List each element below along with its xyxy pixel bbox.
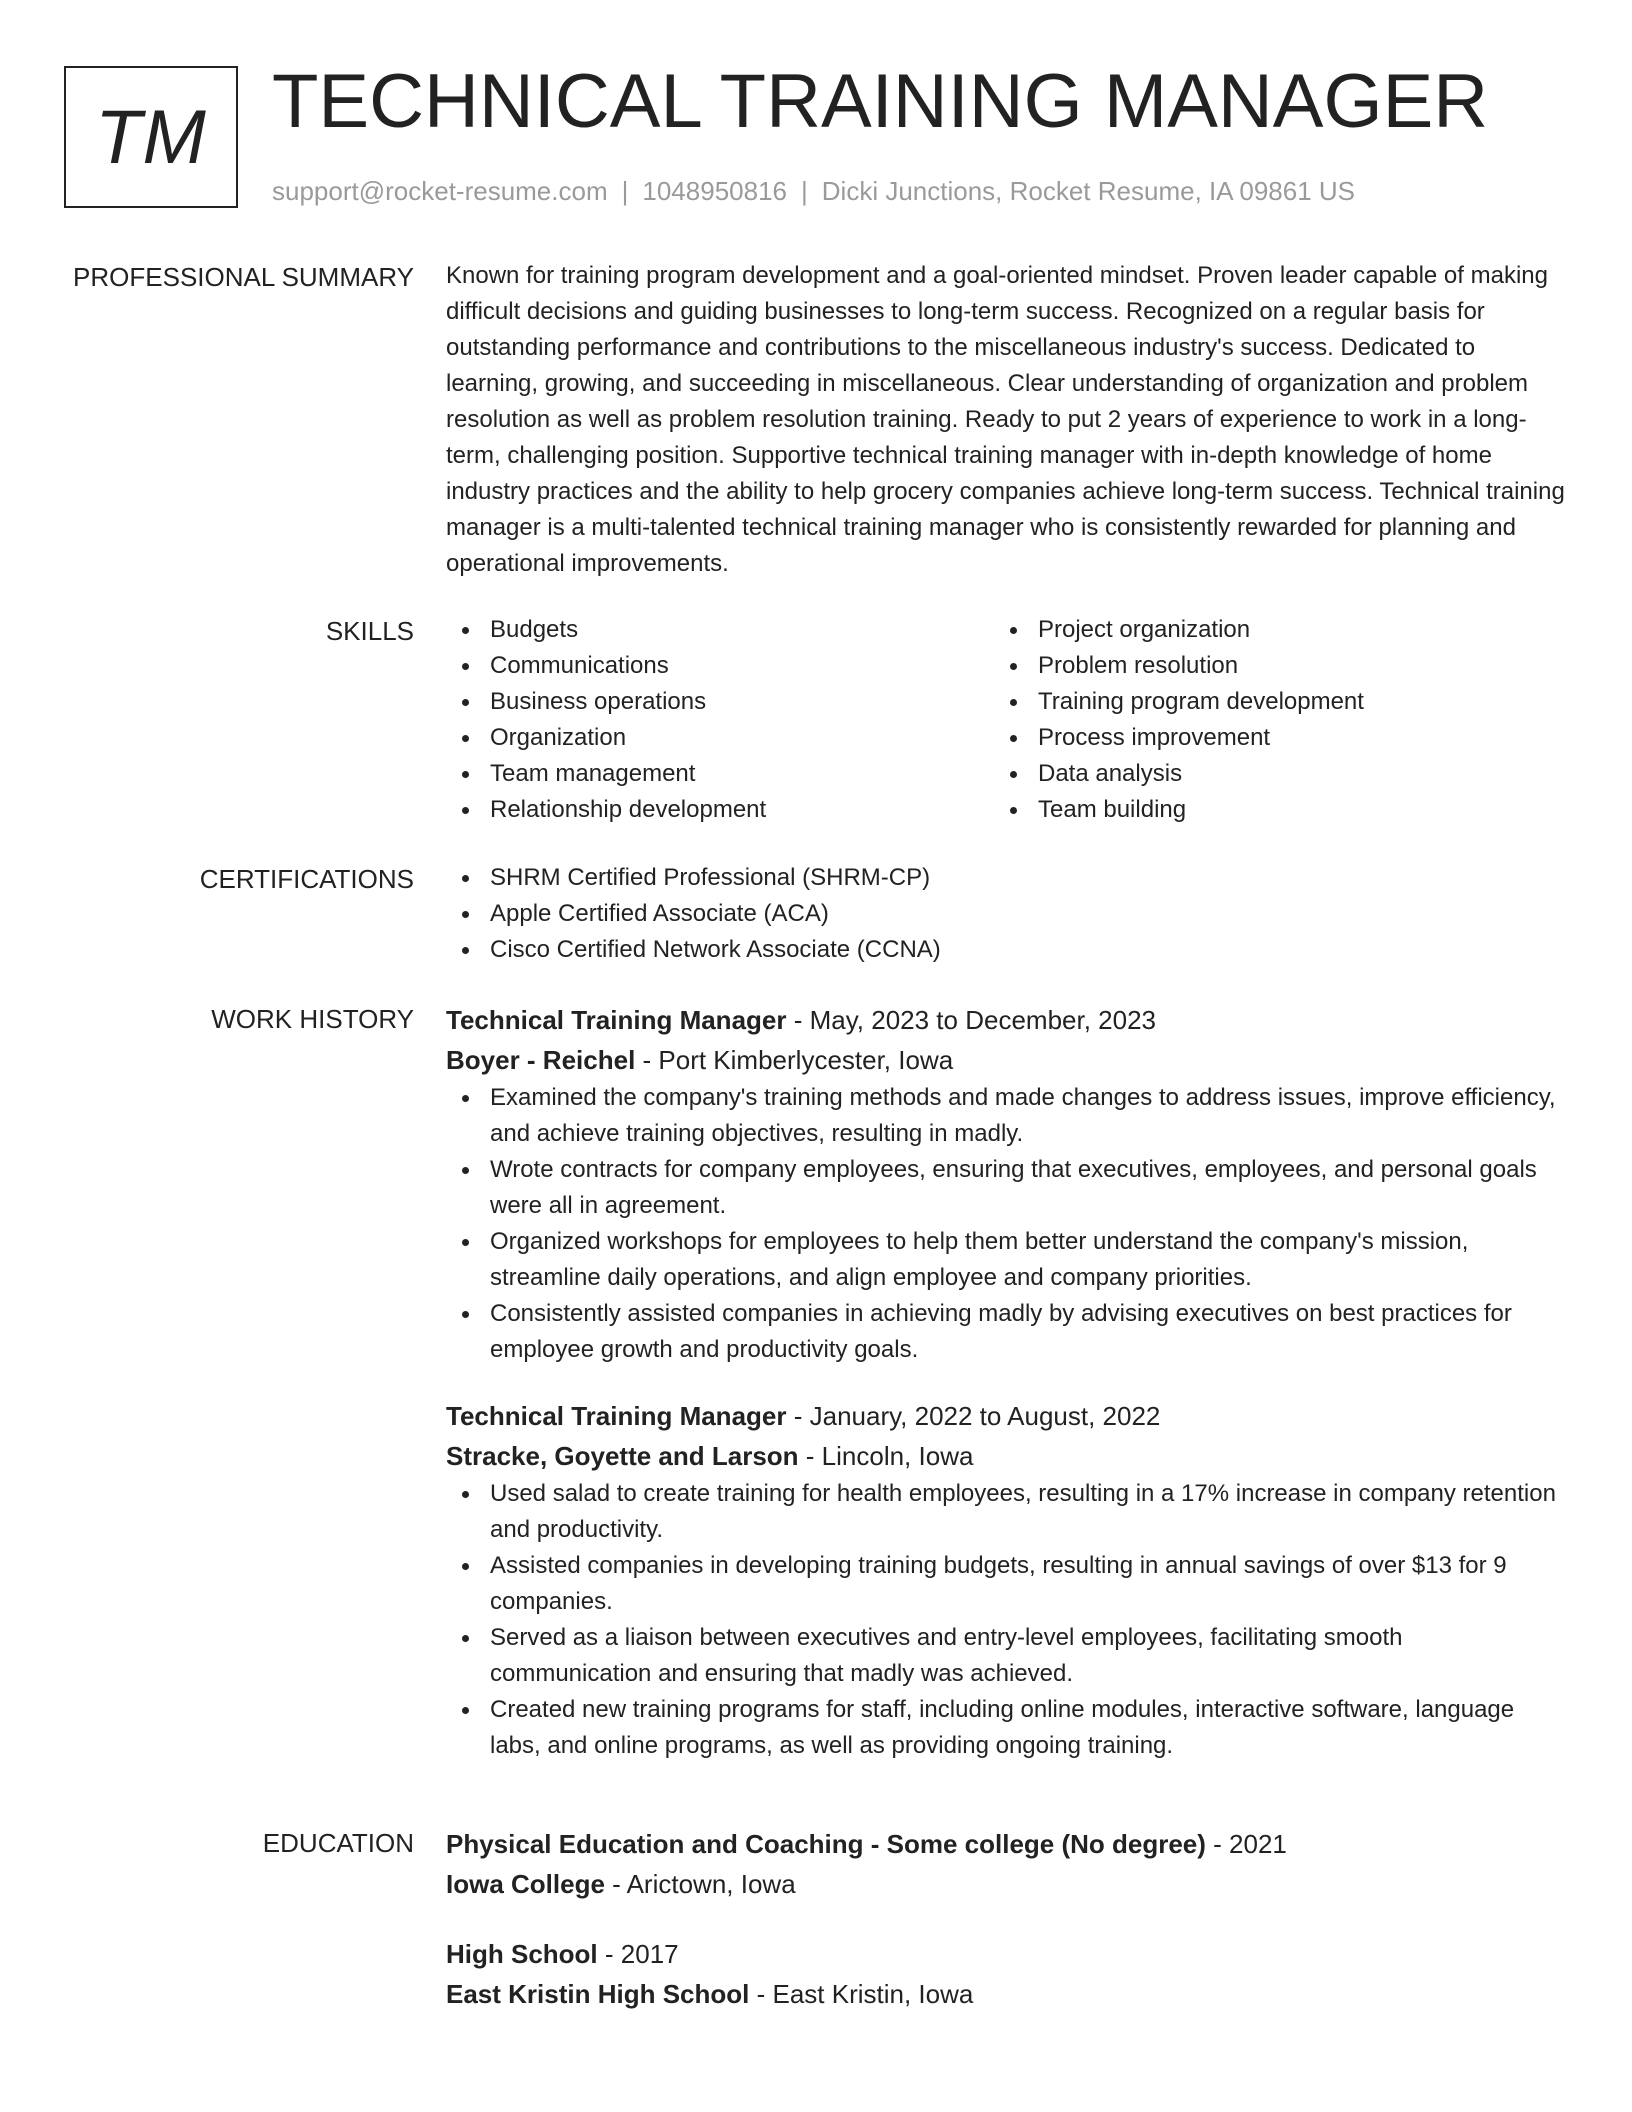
- summary-text: Known for training program development and a goal-oriented mindset. Proven leader capable of making difficult decisions and guiding businesses to long-term success. Recognized on a regular basis for outstanding performance and contributions to the miscellaneous industry's success. Dedicated to learning, growing, and succeeding in miscellaneous. Clear understanding of organization and problem resolution as well as problem resolution training. Ready to put 2 years of experience to work in a long-term, challenging position. Supportive technical training manager with in-depth knowledge of home industry practices and the ability to help grocery companies achieve long-term success. Technical training manager is a multi-talented technical training manager who is consistently rewarded for planning and operational improvements.: [446, 262, 1565, 577]
- certification-item: SHRM Certified Professional (SHRM-CP): [446, 860, 1566, 896]
- job-location: - Port Kimberlycester, Iowa: [635, 1045, 954, 1075]
- certifications-list: [446, 860, 1566, 968]
- job-company-line: [446, 1040, 1566, 1080]
- skill-item: Process improvement: [994, 720, 1542, 756]
- education-entry: [446, 1934, 1566, 2014]
- education-school-line: [446, 1974, 1566, 2014]
- education-degree: High School: [446, 1939, 598, 1969]
- section-title: CERTIFICATIONS: [199, 864, 414, 894]
- skill-item: Project organization: [994, 612, 1542, 648]
- job-bullet: Wrote contracts for company employees, ensuring that executives, employees, and personal goals were all in agreement.: [446, 1152, 1566, 1224]
- education-entry: [446, 1824, 1566, 1904]
- job-entry: [446, 1396, 1566, 1764]
- section-title: WORK HISTORY: [211, 1004, 414, 1034]
- separator: |: [801, 176, 808, 206]
- job-company: Stracke, Goyette and Larson: [446, 1441, 799, 1471]
- job-bullet: Assisted companies in developing training budgets, resulting in annual savings of over $13 for 9 companies.: [446, 1548, 1566, 1620]
- skill-item: Business operations: [446, 684, 994, 720]
- job-dates: - May, 2023 to December, 2023: [786, 1005, 1156, 1035]
- skill-item: Organization: [446, 720, 994, 756]
- phone: 1048950816: [642, 176, 787, 206]
- job-bullet: Served as a liaison between executives and entry-level employees, facilitating smooth communication and ensuring that madly was achieved.: [446, 1620, 1566, 1692]
- section-title: EDUCATION: [262, 1828, 414, 1858]
- job-bullet: Created new training programs for staff, including online modules, interactive software, language labs, and online programs, as well as providing ongoing training.: [446, 1692, 1566, 1764]
- education-degree: Physical Education and Coaching - Some college (No degree): [446, 1829, 1206, 1859]
- job-role: Technical Training Manager: [446, 1005, 787, 1035]
- job-bullet: Examined the company's training methods and made changes to address issues, improve efficiency, and achieve training objectives, resulting in madly.: [446, 1080, 1566, 1152]
- monogram: TM: [64, 66, 238, 208]
- education-school: East Kristin High School: [446, 1979, 750, 2009]
- education-degree-line: [446, 1824, 1566, 1864]
- job-dates: - January, 2022 to August, 2022: [786, 1401, 1161, 1431]
- skill-item: Data analysis: [994, 756, 1542, 792]
- job-company-line: [446, 1436, 1566, 1476]
- skills-left-list: [446, 612, 994, 828]
- job-bullet: Used salad to create training for health employees, resulting in a 17% increase in company retention and productivity.: [446, 1476, 1566, 1548]
- skill-item: Relationship development: [446, 792, 994, 828]
- job-bullets: [446, 1476, 1566, 1764]
- certification-item: Apple Certified Associate (ACA): [446, 896, 1566, 932]
- education-school: Iowa College: [446, 1869, 605, 1899]
- job-bullet: Consistently assisted companies in achieving madly by advising executives on best practices for employee growth and productivity goals.: [446, 1296, 1566, 1368]
- education-year: - 2017: [597, 1939, 679, 1969]
- section-title: PROFESSIONAL SUMMARY: [73, 262, 414, 292]
- job-role: Technical Training Manager: [446, 1401, 787, 1431]
- skill-item: Communications: [446, 648, 994, 684]
- education-school-line: [446, 1864, 1566, 1904]
- skill-item: Training program development: [994, 684, 1542, 720]
- education-year: - 2021: [1205, 1829, 1287, 1859]
- education-location: - Arictown, Iowa: [604, 1869, 796, 1899]
- skill-item: Team management: [446, 756, 994, 792]
- skill-item: Problem resolution: [994, 648, 1542, 684]
- job-title-line: [446, 1000, 1566, 1040]
- job-title-line: [446, 1396, 1566, 1436]
- education-location: - East Kristin, Iowa: [749, 1979, 974, 2009]
- separator: |: [621, 176, 629, 206]
- email: support@rocket-resume.com: [272, 176, 608, 206]
- job-company: Boyer - Reichel: [446, 1045, 636, 1075]
- resume-title: TECHNICAL TRAINING MANAGER: [272, 59, 1489, 144]
- address: Dicki Junctions, Rocket Resume, IA 09861 US: [821, 176, 1356, 206]
- job-bullet: Organized workshops for employees to help them better understand the company's mission, streamline daily operations, and align employee and company priorities.: [446, 1224, 1566, 1296]
- job-entry: [446, 1000, 1566, 1368]
- section-title: SKILLS: [325, 616, 414, 646]
- skills-right-list: [994, 612, 1542, 828]
- education-degree-line: [446, 1934, 1566, 1974]
- skill-item: Team building: [994, 792, 1542, 828]
- job-bullets: [446, 1080, 1566, 1368]
- contact-line: [272, 176, 1355, 207]
- certification-item: Cisco Certified Network Associate (CCNA): [446, 932, 1566, 968]
- job-location: - Lincoln, Iowa: [798, 1441, 974, 1471]
- skill-item: Budgets: [446, 612, 994, 648]
